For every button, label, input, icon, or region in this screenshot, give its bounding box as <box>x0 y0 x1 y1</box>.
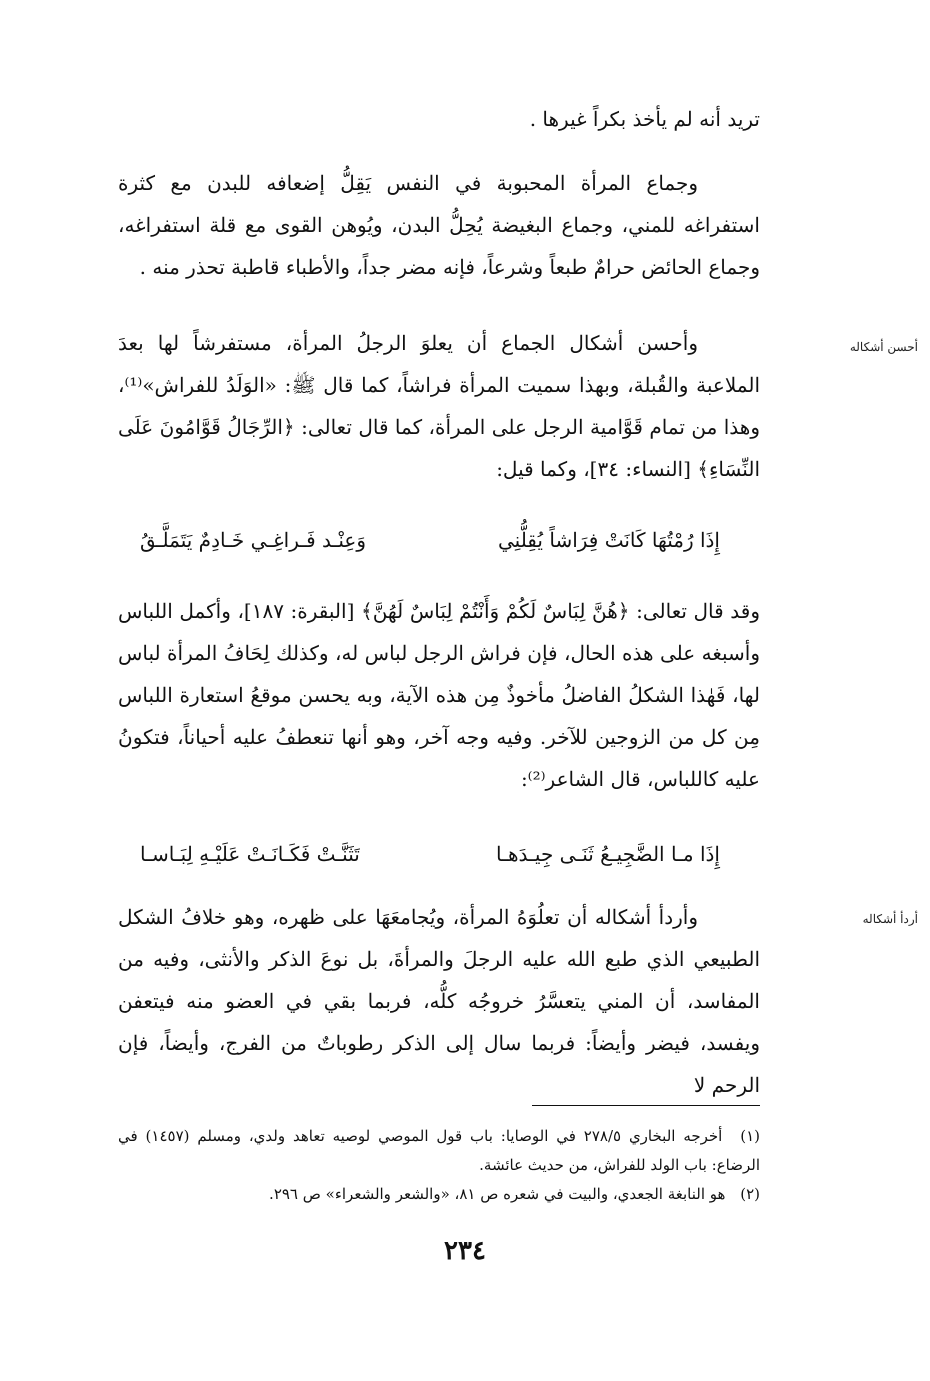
verse-2-left-hemistich: تَثَنَّـتْ فَكَـانَـتْ عَلَيْـهِ لِبَـاسـا <box>140 842 360 866</box>
margin-note-best-positions: أحسن أشكاله <box>849 340 918 354</box>
verse-2-right-hemistich: إِذَا مـا الضَّجِيـعُ ثَنَـى جِيـدَهـا <box>496 842 720 866</box>
paragraph-4: وأردأ أشكاله أن تعلُوَهُ المرأة، ويُجامعَهَا على ظهره، وهو خلافُ الشكل الطبيعي الذي طبع الله عليه الرجلَ والمرأةَ، بل نوعَ الذكر والأنثى، وفيه من المفاسد، أن المني يتعسَّرُ خروجُه كلُّه، فربما بقي في العضو منه فيتعفن ويفسد، فيضر وأيضاً: فربما سال إلى الذكر رطوباتٌ من الفرج، وأيضاً، فإن الرحم لا <box>118 905 760 1097</box>
footnote-2 <box>118 1180 760 1209</box>
footnote-2-number: (٢) <box>740 1185 760 1203</box>
verse-1 <box>140 528 720 552</box>
paragraph-2: وأحسن أشكال الجماع أن يعلوَ الرجلُ المرأة، مستفرشاً لها بعدَ الملاعبة والقُبلة، وبهذا سميت المرأة فراشاً، كما قال ﷺ: «الوَلَدُ للفراش»⁽¹⁾، وهذا من تمام قَوَّامية الرجل على المرأة، كما قال تعالى: ﴿الرِّجَالُ قَوَّامُونَ عَلَى النِّسَاءِ﴾ [النساء: ٣٤]، وكما قيل: <box>118 331 760 481</box>
intro-line: تريد أنه لم يأخذ بكراً غيرها . <box>529 107 760 131</box>
paragraph-1: وجماع المرأة المحبوبة في النفس يَقِلُّ إضعافه للبدن مع كثرة استفراغه للمني، وجماع البغيضة يُحِلُّ البدن، ويُوهن القوى مع قلة استفراغه، وجماع الحائض حرامٌ طبعاً وشرعاً، فإنه مضر جداً، والأطباء قاطبة تحذر منه . <box>118 171 760 279</box>
verse-1-left-hemistich: وَعِنْـد فَـراغِـي خَـادِمٌ يَتَمَلَّـقُ <box>140 528 366 552</box>
page-number: ٢٣٤ <box>444 1236 486 1266</box>
footnote-divider <box>532 1105 760 1106</box>
paragraph-3: وقد قال تعالى: ﴿هُنَّ لِبَاسٌ لَكُمْ وَأَنْتُمْ لِبَاسٌ لَهُنَّ﴾ [البقرة: ١٨٧]، وأكمل اللباس وأسبغه على هذه الحال، فإن فراش الرجل لباس له، وكذلك لِحَافُ المرأة لباس لها، فَهٰذا الشكلُ الفاضلُ مأخوذٌ مِن هذه الآية، وبه يحسن موقعُ استعارة اللباس مِن كل من الزوجين للآخر. وفيه وجه آخر، وهو أنها تنعطفُ عليه أحياناً، فتكونُ عليه كاللباس، قال الشاعر⁽²⁾: <box>118 599 760 791</box>
verse-1-right-hemistich: إِذَا رُمْتُهَا كَانَتْ فِرَاشاً يُقِلُّنِي <box>497 528 720 552</box>
footnote-1 <box>118 1122 760 1180</box>
margin-note-worst-positions: أردأ أشكاله <box>862 912 918 926</box>
verse-2 <box>140 842 720 866</box>
footnotes <box>118 1122 760 1209</box>
footnote-1-text: أخرجه البخاري ٢٧٨/٥ في الوصايا: باب قول الموصي لوصيه تعاهد ولدي، ومسلم (١٤٥٧) في الرضاع: باب الولد للفراش، من حديث عائشة. <box>118 1127 760 1174</box>
footnote-1-number: (١) <box>740 1127 761 1145</box>
footnote-2-text: هو النابغة الجعدي، والبيت في شعره ص ٨١، «والشعر والشعراء» ص ٢٩٦. <box>269 1185 726 1203</box>
